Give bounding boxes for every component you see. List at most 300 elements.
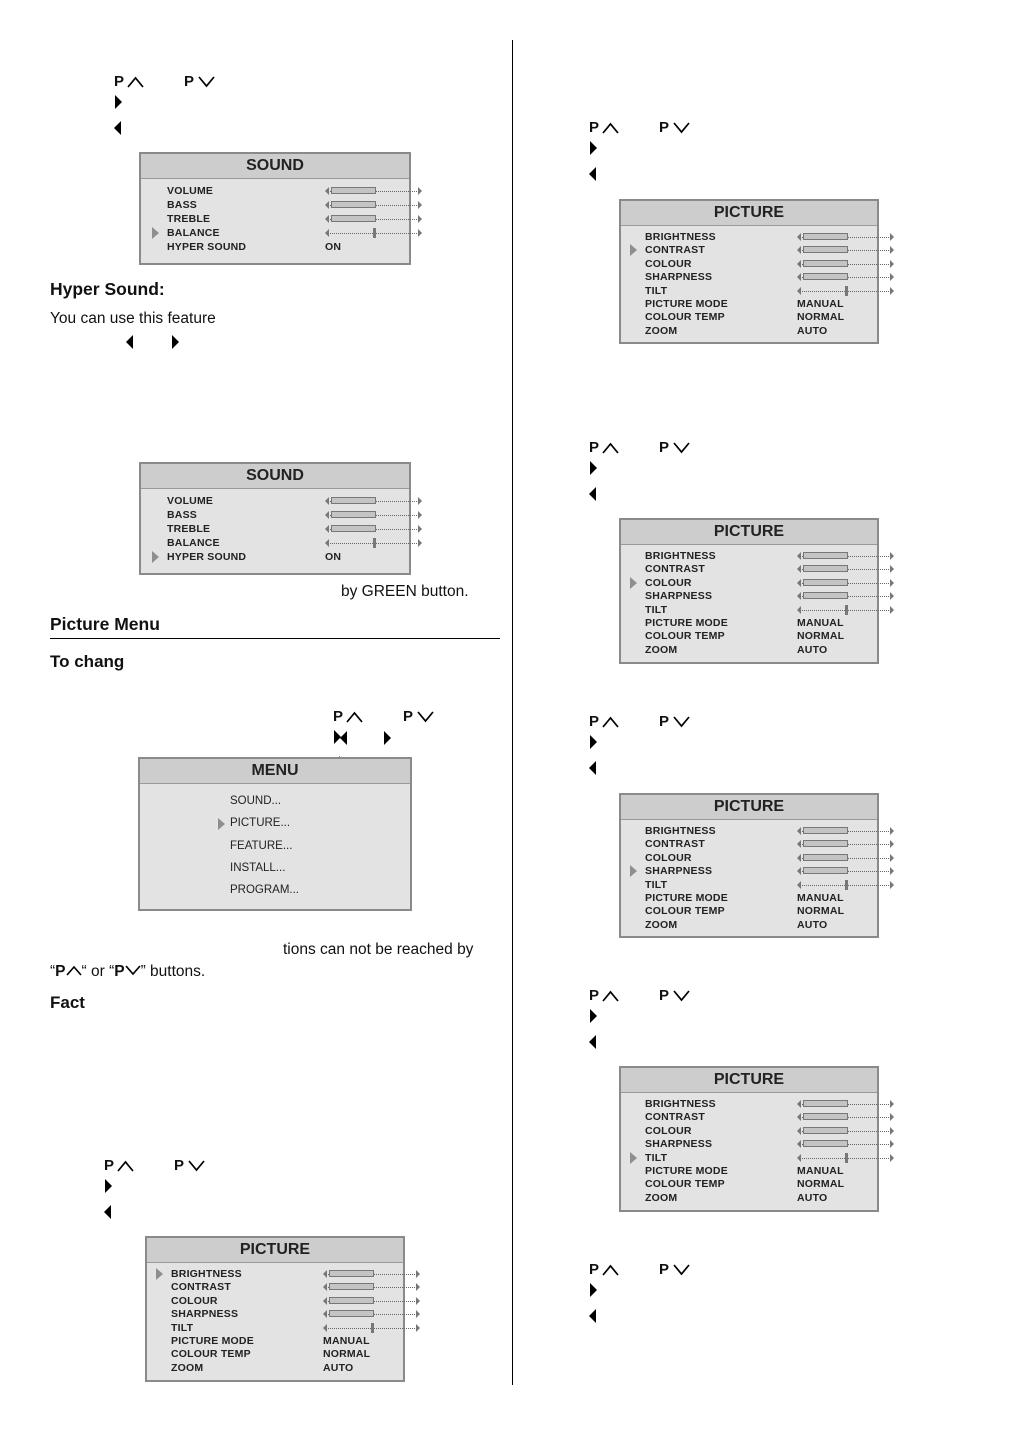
menu-row[interactable] [645, 904, 875, 918]
slider-right-icon [890, 1154, 894, 1162]
slider-right-icon [890, 1100, 894, 1108]
slider-fill [803, 246, 848, 253]
menu-item-label: BRIGHTNESS [645, 231, 716, 243]
slider-left-icon [797, 840, 801, 848]
menu-item-label: BRIGHTNESS [645, 550, 716, 562]
menu-title: PICTURE [621, 520, 877, 545]
up-chevron-icon [66, 964, 82, 976]
left-arrow-icon [340, 731, 347, 745]
slider-left-icon [325, 187, 329, 195]
p-up-label: P [589, 439, 600, 456]
not-reached-text: tions can not be reached by [283, 941, 474, 958]
p-down-label: P [659, 439, 670, 456]
slider-left-icon [797, 552, 801, 560]
picture-menu-heading: Picture Menu [50, 614, 160, 634]
menu-row[interactable] [645, 1177, 875, 1191]
slider-left-icon [323, 1310, 327, 1318]
menu-item-label: HYPER SOUND [167, 241, 247, 253]
menu-item-label: CONTRAST [645, 1111, 705, 1124]
menu-item-slider [797, 826, 894, 836]
menu-row[interactable] [645, 589, 875, 603]
menu-row[interactable] [167, 508, 407, 522]
slider-right-icon [418, 201, 422, 209]
menu-item-label: PICTURE MODE [645, 892, 728, 904]
menu-row[interactable] [645, 864, 875, 878]
menu-item-label: ZOOM [645, 643, 678, 656]
slider-fill [329, 1283, 374, 1290]
menu-row[interactable] [167, 226, 407, 240]
slider-left-icon [323, 1297, 327, 1305]
menu-row[interactable] [645, 1137, 875, 1151]
menu-item-label: COLOUR TEMP [171, 1348, 251, 1361]
hyper-sound-text: You can use this feature [50, 310, 216, 327]
selection-cursor-icon [152, 227, 159, 239]
p-up-label: P [589, 713, 600, 730]
up-chevron-icon [602, 441, 619, 454]
menu-row[interactable] [645, 603, 875, 617]
menu-item-label: ZOOM [645, 1191, 678, 1204]
menu-row[interactable] [645, 310, 875, 324]
slider-left-icon [325, 525, 329, 533]
menu-item-slider [797, 286, 894, 296]
menu-item-label: TREBLE [167, 523, 211, 535]
slider-right-icon [890, 233, 894, 241]
menu-item-label: TREBLE [167, 213, 211, 225]
menu-title: PICTURE [621, 795, 877, 820]
menu-item-label: VOLUME [167, 185, 214, 197]
menu-item-label: COLOUR TEMP [645, 905, 725, 918]
menu-item-slider [325, 200, 422, 210]
menu-row[interactable] [645, 230, 875, 244]
menu-item-value: NORMAL [797, 630, 845, 643]
p-buttons-line [589, 1261, 709, 1279]
p-up-label: P [589, 987, 600, 1004]
menu-item-label: SHARPNESS [171, 1308, 239, 1321]
slider-right-icon [416, 1324, 420, 1332]
slider-fill [331, 201, 376, 208]
slider-right-icon [416, 1270, 420, 1278]
menu-row[interactable] [645, 1164, 875, 1178]
slider-fill [803, 867, 848, 874]
menu-row[interactable] [171, 1361, 401, 1375]
menu-item-label: BASS [167, 199, 197, 211]
selection-cursor-icon [630, 1152, 637, 1164]
slider-left-icon [797, 260, 801, 268]
menu-item-slider [323, 1323, 420, 1333]
slider-fill [803, 552, 848, 559]
p-up-label: P [104, 1157, 115, 1174]
menu-item-slider [797, 1153, 894, 1163]
slider-knob [845, 880, 848, 890]
menu-row[interactable] [171, 1334, 401, 1348]
menu-item-value: MANUAL [797, 892, 844, 904]
slider-right-icon [890, 854, 894, 862]
slider-fill [803, 1140, 848, 1147]
menu-row[interactable] [167, 550, 407, 564]
slider-knob [845, 1153, 848, 1163]
menu-item[interactable]: PROGRAM... [230, 884, 300, 897]
slider-fill [329, 1310, 374, 1317]
slider-left-icon [325, 215, 329, 223]
menu-item-value: MANUAL [797, 617, 844, 629]
selection-cursor-icon [156, 1268, 163, 1280]
slider-left-icon [797, 592, 801, 600]
menu-item-slider [797, 1099, 894, 1109]
down-chevron-icon [417, 710, 434, 723]
menu-item-slider [797, 232, 894, 242]
menu-item-label: PICTURE MODE [645, 617, 728, 629]
up-chevron-icon [602, 989, 619, 1002]
left-arrow-icon [589, 167, 596, 181]
picture-menu [619, 1066, 879, 1212]
menu-item-label: ZOOM [645, 918, 678, 931]
p-label: P [114, 963, 125, 980]
slider-fill [803, 1127, 848, 1134]
menu-item-slider [323, 1269, 420, 1279]
slider-right-icon [418, 539, 422, 547]
slider-left-icon [797, 827, 801, 835]
menu-row[interactable] [645, 549, 875, 563]
slider-left-icon [797, 1154, 801, 1162]
menu-item[interactable]: FEATURE... [230, 839, 293, 852]
slider-left-icon [797, 287, 801, 295]
menu-item-label: BALANCE [167, 537, 220, 549]
menu-row[interactable] [171, 1267, 401, 1281]
menu-item-slider [797, 866, 894, 876]
sound-menu [139, 152, 411, 265]
left-arrow-icon [126, 335, 133, 349]
menu-row[interactable] [645, 284, 875, 298]
menu-row[interactable] [645, 1191, 875, 1205]
p-down-label: P [659, 119, 670, 136]
slider-left-icon [797, 854, 801, 862]
menu-item-label: BASS [167, 509, 197, 521]
menu-title: PICTURE [147, 1238, 403, 1263]
down-chevron-icon [673, 441, 690, 454]
p-buttons-line [589, 713, 709, 731]
feature-heading: Fact [50, 993, 85, 1012]
menu-item-label: VOLUME [167, 495, 214, 507]
left-arrow-icon [589, 1309, 596, 1323]
menu-row[interactable] [645, 878, 875, 892]
picture-menu [619, 518, 879, 664]
slider-right-icon [890, 606, 894, 614]
menu-item-value: AUTO [797, 1191, 828, 1204]
menu-item-label: TILT [645, 1151, 668, 1164]
menu-item-slider [323, 1282, 420, 1292]
menu-title: SOUND [141, 154, 409, 179]
slider-fill [329, 1270, 374, 1277]
slider-right-icon [890, 565, 894, 573]
slider-left-icon [325, 511, 329, 519]
menu-item-label: BALANCE [167, 227, 220, 239]
slider-left-icon [797, 233, 801, 241]
slider-right-icon [890, 579, 894, 587]
menu-item-label: TILT [645, 284, 668, 297]
slider-right-icon [418, 525, 422, 533]
menu-item-label: COLOUR TEMP [645, 311, 725, 324]
down-chevron-icon [125, 964, 141, 976]
menu-item-label: CONTRAST [171, 1281, 231, 1294]
slider-fill [803, 565, 848, 572]
slider-left-icon [797, 1100, 801, 1108]
menu-item-label: BRIGHTNESS [645, 1098, 716, 1110]
menu-title: MENU [140, 759, 410, 784]
menu-row[interactable] [645, 824, 875, 838]
selection-cursor-icon [152, 551, 159, 563]
menu-row[interactable] [645, 616, 875, 630]
menu-row[interactable] [645, 1124, 875, 1138]
menu-row[interactable] [645, 257, 875, 271]
menu-row[interactable] [645, 576, 875, 590]
slider-right-icon [416, 1283, 420, 1291]
menu-row[interactable] [645, 643, 875, 657]
column-divider [512, 40, 513, 1385]
left-arrow-icon [104, 1205, 111, 1219]
slider-left-icon [797, 606, 801, 614]
menu-item-label: CONTRAST [645, 244, 705, 257]
slider-left-icon [323, 1324, 327, 1332]
slider-left-icon [797, 565, 801, 573]
menu-item[interactable]: PICTURE... [230, 817, 291, 830]
menu-item-label: COLOUR [645, 576, 692, 589]
menu-title: PICTURE [621, 1068, 877, 1093]
menu-row[interactable] [167, 522, 407, 536]
menu-item-slider [325, 510, 422, 520]
menu-item-value: NORMAL [797, 311, 845, 324]
p-up-label: P [589, 1261, 600, 1278]
slider-right-icon [416, 1310, 420, 1318]
menu-item-slider [797, 591, 894, 601]
down-chevron-icon [673, 989, 690, 1002]
p-buttons-line [589, 987, 709, 1005]
left-arrow-icon [589, 1035, 596, 1049]
menu-item-value: AUTO [797, 324, 828, 337]
right-arrow-icon [590, 1009, 597, 1023]
menu-item-slider [797, 564, 894, 574]
right-arrow-icon [115, 95, 122, 109]
slider-right-icon [418, 229, 422, 237]
slider-right-icon [418, 497, 422, 505]
menu-item-slider [797, 605, 894, 615]
menu-row[interactable] [645, 1110, 875, 1124]
slider-fill [803, 579, 848, 586]
slider-fill [331, 215, 376, 222]
open-quote: “ [50, 963, 56, 980]
menu-item-value: NORMAL [797, 905, 845, 918]
menu-item-slider [797, 272, 894, 282]
menu-row[interactable] [167, 494, 407, 508]
menu-row[interactable] [167, 212, 407, 226]
down-chevron-icon [198, 75, 215, 88]
menu-item[interactable]: INSTALL... [230, 861, 286, 874]
green-button-text: by GREEN button. [341, 583, 469, 600]
slider-right-icon [890, 1127, 894, 1135]
right-arrow-icon [105, 1179, 112, 1193]
menu-row[interactable] [645, 891, 875, 905]
menu-item-slider [323, 1296, 420, 1306]
menu-item-slider [797, 880, 894, 890]
menu-row[interactable] [167, 198, 407, 212]
menu-row[interactable] [645, 297, 875, 311]
sound-menu [139, 462, 411, 575]
menu-item-label: COLOUR [645, 851, 692, 864]
menu-item-slider [325, 538, 422, 548]
p-up-label: P [333, 708, 344, 725]
menu-item-label: PICTURE MODE [645, 1165, 728, 1177]
right-arrow-icon [172, 335, 179, 349]
slider-right-icon [890, 287, 894, 295]
slider-left-icon [323, 1283, 327, 1291]
slider-right-icon [418, 215, 422, 223]
hyper-sound-heading: Hyper Sound: [50, 279, 165, 299]
p-buttons-line [104, 1157, 224, 1175]
p-down-label: P [659, 987, 670, 1004]
slider-right-icon [890, 592, 894, 600]
menu-item-label: BRIGHTNESS [171, 1268, 242, 1280]
menu-row[interactable] [171, 1307, 401, 1321]
menu-item-label: COLOUR [171, 1294, 218, 1307]
p-label: P [55, 963, 66, 980]
menu-row[interactable] [167, 240, 407, 254]
slider-right-icon [890, 881, 894, 889]
p-buttons-line [589, 119, 709, 137]
slider-left-icon [323, 1270, 327, 1278]
slider-left-icon [325, 201, 329, 209]
up-chevron-icon [602, 715, 619, 728]
menu-item-value: MANUAL [323, 1335, 370, 1347]
right-arrow-icon [334, 730, 341, 744]
slider-left-icon [797, 1127, 801, 1135]
menu-row[interactable] [645, 1151, 875, 1165]
menu-row[interactable] [645, 851, 875, 865]
menu-item-value: ON [325, 241, 342, 253]
slider-fill [803, 840, 848, 847]
up-chevron-icon [127, 75, 144, 88]
menu-item-slider [797, 259, 894, 269]
menu-item-slider [797, 1139, 894, 1149]
right-arrow-icon [590, 735, 597, 749]
slider-right-icon [890, 1113, 894, 1121]
menu-item-label: SHARPNESS [645, 865, 713, 878]
p-buttons-line [333, 708, 453, 726]
menu-item-value: AUTO [323, 1361, 354, 1374]
slider-left-icon [797, 1113, 801, 1121]
menu-item-slider [797, 1112, 894, 1122]
slider-right-icon [890, 840, 894, 848]
slider-fill [329, 1297, 374, 1304]
menu-row[interactable] [167, 184, 407, 198]
slider-fill [331, 497, 376, 504]
selection-cursor-icon [630, 244, 637, 256]
down-chevron-icon [188, 1159, 205, 1172]
to-change-heading: To chang [50, 652, 125, 671]
menu-item-label: SHARPNESS [645, 590, 713, 603]
picture-menu [619, 793, 879, 938]
slider-left-icon [325, 229, 329, 237]
menu-row[interactable] [171, 1280, 401, 1294]
selection-cursor-icon [218, 818, 225, 830]
menu-item[interactable]: SOUND... [230, 795, 282, 807]
menu-item-slider [325, 524, 422, 534]
slider-right-icon [416, 1297, 420, 1305]
menu-item-label: HYPER SOUND [167, 551, 247, 563]
slider-knob [371, 1323, 374, 1333]
slider-fill [803, 1100, 848, 1107]
menu-row[interactable] [645, 562, 875, 576]
selection-cursor-icon [630, 865, 637, 877]
menu-row[interactable] [645, 270, 875, 284]
menu-item-slider [325, 228, 422, 238]
menu-row[interactable] [171, 1347, 401, 1361]
menu-item-label: PICTURE MODE [645, 298, 728, 310]
menu-item-slider [325, 186, 422, 196]
p-buttons-line [114, 73, 234, 91]
menu-item-label: CONTRAST [645, 838, 705, 851]
menu-item-slider [323, 1309, 420, 1319]
slider-right-icon [890, 827, 894, 835]
right-arrow-icon [590, 141, 597, 155]
menu-item-slider [325, 214, 422, 224]
slider-fill [803, 273, 848, 280]
up-chevron-icon [602, 121, 619, 134]
slider-left-icon [797, 867, 801, 875]
slider-left-icon [325, 497, 329, 505]
menu-item-label: TILT [171, 1321, 194, 1334]
menu-row[interactable] [645, 243, 875, 257]
menu-row[interactable] [645, 918, 875, 932]
left-arrow-icon [589, 487, 596, 501]
slider-right-icon [890, 260, 894, 268]
menu-item-slider [797, 1126, 894, 1136]
menu-row[interactable] [645, 324, 875, 338]
menu-item-value: AUTO [797, 918, 828, 931]
slider-knob [373, 228, 376, 238]
menu-row[interactable] [171, 1321, 401, 1335]
menu-item-label: COLOUR [645, 257, 692, 270]
slider-right-icon [890, 552, 894, 560]
menu-item-slider [797, 578, 894, 588]
picture-menu [619, 199, 879, 344]
menu-row[interactable] [167, 536, 407, 550]
slider-fill [803, 233, 848, 240]
p-up-label: P [589, 119, 600, 136]
buttons-text [50, 963, 205, 981]
menu-item-slider [797, 839, 894, 849]
slider-knob [373, 538, 376, 548]
menu-row[interactable] [645, 629, 875, 643]
slider-left-icon [797, 1140, 801, 1148]
menu-item-slider [797, 551, 894, 561]
left-arrow-icon [114, 121, 121, 135]
menu-title: PICTURE [621, 201, 877, 226]
menu-row[interactable] [645, 1097, 875, 1111]
menu-row[interactable] [645, 837, 875, 851]
menu-item-label: BRIGHTNESS [645, 825, 716, 837]
menu-item-label: COLOUR [645, 1124, 692, 1137]
slider-right-icon [890, 273, 894, 281]
menu-item-slider [797, 245, 894, 255]
p-down-label: P [184, 73, 195, 90]
slider-fill [803, 1113, 848, 1120]
selection-cursor-icon [630, 577, 637, 589]
slider-right-icon [418, 187, 422, 195]
menu-item-label: TILT [645, 603, 668, 616]
menu-item-label: ZOOM [171, 1361, 204, 1374]
menu-row[interactable] [171, 1294, 401, 1308]
slider-fill [331, 511, 376, 518]
slider-right-icon [890, 1140, 894, 1148]
